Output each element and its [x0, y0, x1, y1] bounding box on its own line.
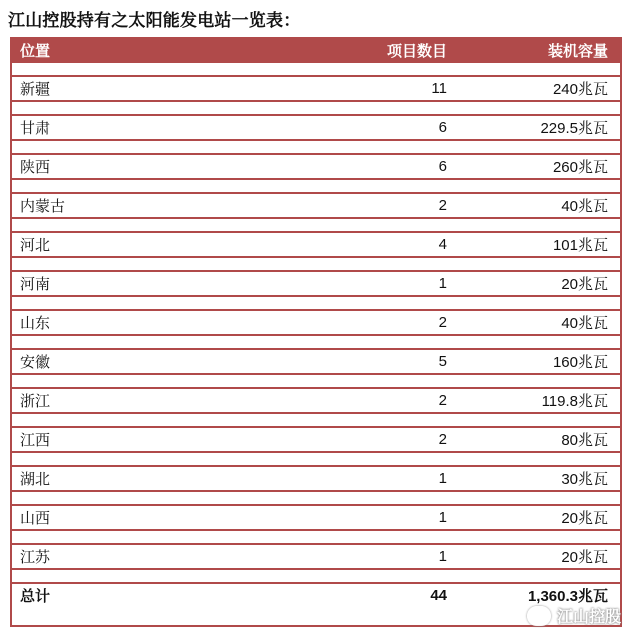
header-capacity: 装机容量: [547, 41, 608, 60]
table-body: [12, 61, 620, 607]
cell-location: 江苏: [20, 548, 51, 566]
cell-capacity: 20兆瓦: [561, 549, 608, 566]
row-spacer: [12, 63, 620, 75]
cell-total-capacity: 1,360.3兆瓦: [527, 588, 608, 605]
row-spacer: [12, 180, 620, 192]
header-location: 位置: [20, 41, 51, 60]
solar-stations-table: [10, 37, 622, 627]
table-row: [12, 451, 620, 490]
row-spacer: [12, 102, 620, 114]
cell-capacity: 229.5兆瓦: [540, 120, 608, 137]
table-header: [12, 39, 620, 61]
cell-capacity: 240兆瓦: [552, 81, 608, 98]
cell-capacity: 80兆瓦: [561, 432, 608, 449]
row-content: [12, 504, 620, 529]
row-spacer: [12, 570, 620, 582]
cell-location: 山东: [20, 314, 51, 332]
row-spacer: [12, 219, 620, 231]
cell-location: 新疆: [20, 80, 51, 98]
cell-count: 2: [438, 314, 447, 331]
cell-location: 内蒙古: [20, 197, 66, 215]
table-row: [12, 490, 620, 529]
cell-count: 2: [438, 392, 447, 409]
page-title: 江山控股持有之太阳能发电站一览表：: [8, 11, 301, 31]
row-content: [12, 153, 620, 178]
table-row: [12, 295, 620, 334]
row-content: [12, 75, 620, 100]
cell-location: 河北: [20, 236, 51, 254]
cell-total-count: 44: [430, 587, 447, 604]
cell-count: 1: [438, 470, 447, 487]
table-row: [12, 100, 620, 139]
cell-location: 甘肃: [20, 119, 51, 137]
table-row: [12, 217, 620, 256]
cell-count: 2: [438, 431, 447, 448]
row-spacer: [12, 141, 620, 153]
table-row: [12, 256, 620, 295]
row-spacer: [12, 258, 620, 270]
cell-total-label: 总计: [20, 587, 51, 605]
cell-capacity: 20兆瓦: [561, 276, 608, 293]
cell-count: 5: [438, 353, 447, 370]
cell-capacity: 119.8兆瓦: [541, 393, 608, 410]
row-content: [12, 387, 620, 412]
row-spacer: [12, 414, 620, 426]
wechat-watermark: [527, 604, 621, 627]
cell-capacity: 101兆瓦: [552, 237, 608, 254]
cell-capacity: 40兆瓦: [561, 198, 608, 215]
table-row: [12, 61, 620, 100]
cell-location: 山西: [20, 509, 51, 527]
cell-count: 11: [431, 80, 447, 97]
row-content: [12, 231, 620, 256]
row-content: [12, 543, 620, 568]
cell-count: 1: [438, 509, 447, 526]
cell-location: 安徽: [20, 353, 51, 371]
row-spacer: [12, 375, 620, 387]
wechat-icon: [527, 606, 551, 626]
cell-capacity: 260兆瓦: [552, 159, 608, 176]
row-content: [12, 114, 620, 139]
row-content: [12, 348, 620, 373]
cell-count: 1: [438, 548, 447, 565]
row-spacer: [12, 453, 620, 465]
watermark-text: 江山控股: [556, 607, 621, 626]
row-spacer: [12, 336, 620, 348]
row-spacer: [12, 492, 620, 504]
row-content: [12, 270, 620, 295]
row-content: [12, 426, 620, 451]
row-content: [12, 309, 620, 334]
cell-count: 6: [438, 119, 447, 136]
table-row: [12, 139, 620, 178]
cell-capacity: 160兆瓦: [552, 354, 608, 371]
row-spacer: [12, 531, 620, 543]
cell-location: 浙江: [20, 392, 51, 410]
cell-capacity: 20兆瓦: [561, 510, 608, 527]
table-row: [12, 334, 620, 373]
cell-location: 湖北: [20, 470, 51, 488]
row-spacer: [12, 297, 620, 309]
cell-capacity: 30兆瓦: [561, 471, 608, 488]
cell-count: 6: [438, 158, 447, 175]
table-row: [12, 529, 620, 568]
row-content: [12, 465, 620, 490]
cell-location: 陕西: [20, 158, 51, 176]
cell-location: 河南: [20, 275, 51, 293]
cell-count: 4: [438, 236, 447, 253]
cell-location: 江西: [20, 431, 51, 449]
table-row: [12, 373, 620, 412]
table-row-total: [12, 568, 620, 607]
table-row: [12, 412, 620, 451]
header-project-count: 项目数目: [386, 41, 447, 60]
table-row: [12, 178, 620, 217]
cell-count: 1: [438, 275, 447, 292]
row-content: [12, 192, 620, 217]
cell-capacity: 40兆瓦: [561, 315, 608, 332]
cell-count: 2: [438, 197, 447, 214]
